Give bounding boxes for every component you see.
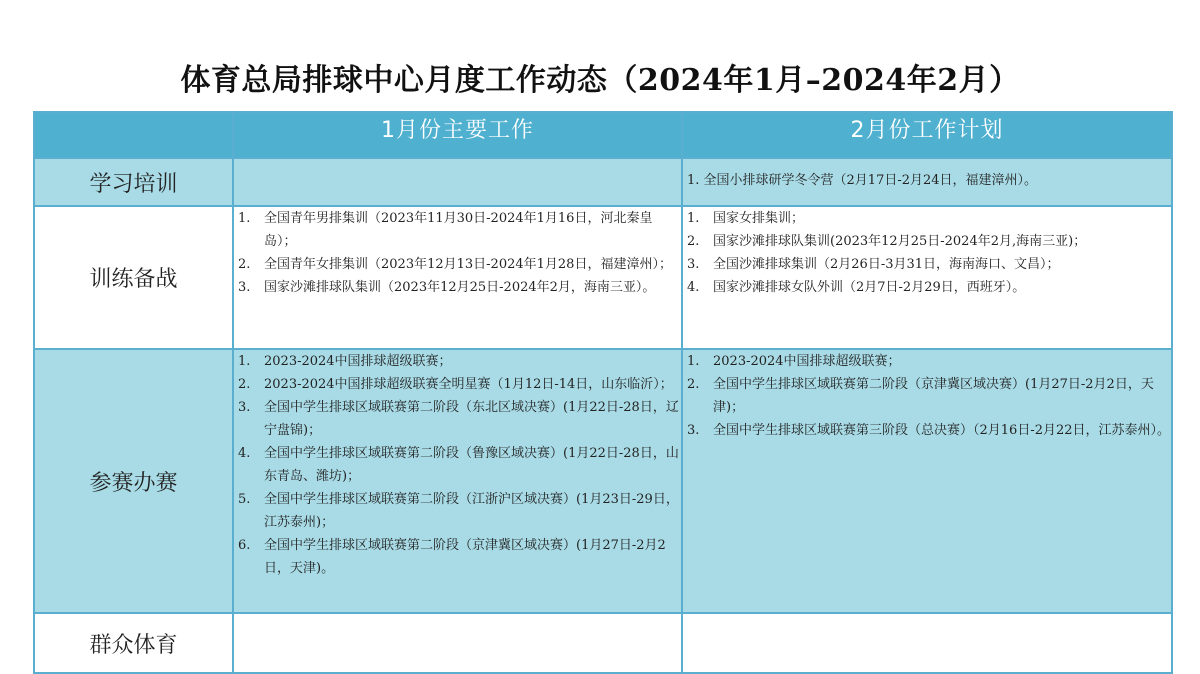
header-corner <box>34 112 233 158</box>
header-row <box>34 112 1172 158</box>
item-text: 国家女排集训； <box>713 211 805 226</box>
february-plan-cell <box>682 349 1172 613</box>
item-text: 2023-2024中国排球超级联赛全明星赛（1月12日-14日，山东临沂）； <box>264 377 673 392</box>
list-item <box>234 396 681 442</box>
item-text: 全国中学生排球区域联赛第二阶段（鲁豫区域决赛）(1月22日-28日，山东青岛、潍坊)； <box>264 446 679 484</box>
item-number: 4. <box>238 446 251 461</box>
list-item <box>234 207 681 253</box>
item-number: 5. <box>238 492 251 507</box>
february-plan-cell <box>682 206 1172 349</box>
page-title: 体育总局排球中心月度工作动态（2024年1月–2024年2月） <box>180 63 1020 98</box>
item-text: 2023-2024中国排球超级联赛； <box>713 354 901 369</box>
january-work-cell <box>233 613 682 673</box>
item-text: 国家沙滩排球队集训(2023年12月25日-2024年2月,海南三亚)； <box>713 234 1087 249</box>
table-row <box>34 158 1172 206</box>
list-item <box>234 488 681 534</box>
list-item <box>683 350 1171 373</box>
item-number: 1. <box>687 354 700 369</box>
item-number: 3. <box>687 257 700 272</box>
january-work-cell <box>233 158 682 206</box>
item-number: 6. <box>238 538 251 553</box>
list-item <box>234 442 681 488</box>
item-number: 3. <box>238 400 251 415</box>
item-number: 2. <box>687 377 700 392</box>
item-number: 1. <box>238 211 251 226</box>
item-number: 1. <box>687 211 700 226</box>
plain-item: 1. 全国小排球研学冬令营（2月17日-2月24日，福建漳州）。 <box>687 173 1038 188</box>
list-item <box>234 350 681 373</box>
category-cell: 参赛办赛 <box>34 349 233 613</box>
list-item <box>683 373 1171 419</box>
list-item <box>683 230 1171 253</box>
item-text: 全国中学生排球区域联赛第二阶段（东北区域决赛）(1月22日-28日，辽宁盘锦)； <box>264 400 679 438</box>
header-january: 1月份主要工作 <box>233 112 682 158</box>
list-item <box>234 534 681 580</box>
item-text: 2023-2024中国排球超级联赛； <box>264 354 452 369</box>
february-plan-cell <box>682 613 1172 673</box>
item-text: 全国中学生排球区域联赛第三阶段（总决赛）（2月16日-2月22日，江苏泰州）。 <box>713 423 1171 438</box>
item-text: 全国青年女排集训（2023年12月13日-2024年1月28日，福建漳州）； <box>264 257 672 272</box>
item-number: 3. <box>238 280 251 295</box>
item-number: 4. <box>687 280 700 295</box>
item-number: 2. <box>687 234 700 249</box>
work-table <box>33 111 1173 674</box>
list-item <box>683 419 1171 442</box>
list-item <box>683 276 1171 299</box>
item-text: 全国沙滩排球集训（2月26日-3月31日，海南海口、文昌）； <box>713 257 1060 272</box>
item-text: 全国青年男排集训（2023年11月30日-2024年1月16日，河北秦皇岛）； <box>264 211 653 249</box>
table-row <box>34 613 1172 673</box>
table-row <box>34 349 1172 613</box>
header-february: 2月份工作计划 <box>682 112 1172 158</box>
list-item <box>234 276 681 299</box>
category-cell: 训练备战 <box>34 206 233 349</box>
january-work-cell <box>233 206 682 349</box>
item-number: 2. <box>238 257 251 272</box>
item-text: 全国中学生排球区域联赛第二阶段（京津冀区域决赛）(1月27日-2月2日，天津)。 <box>264 538 666 576</box>
list-item <box>234 373 681 396</box>
list-item <box>234 253 681 276</box>
list-item <box>683 253 1171 276</box>
item-text: 国家沙滩排球女队外训（2月7日-2月29日，西班牙）。 <box>713 280 1026 295</box>
category-cell: 学习培训 <box>34 158 233 206</box>
list-item <box>683 207 1171 230</box>
table-row <box>34 206 1172 349</box>
item-number: 2. <box>238 377 251 392</box>
category-cell: 群众体育 <box>34 613 233 673</box>
item-text: 全国中学生排球区域联赛第二阶段（京津冀区域决赛）(1月27日-2月2日，天津)； <box>713 377 1154 415</box>
item-number: 3. <box>687 423 700 438</box>
item-number: 1. <box>238 354 251 369</box>
item-text: 全国中学生排球区域联赛第二阶段（江浙沪区域决赛）(1月23日-29日，江苏泰州)； <box>264 492 679 530</box>
january-work-cell <box>233 349 682 613</box>
february-plan-cell <box>682 158 1172 206</box>
item-text: 国家沙滩排球队集训（2023年12月25日-2024年2月，海南三亚）。 <box>264 280 656 295</box>
